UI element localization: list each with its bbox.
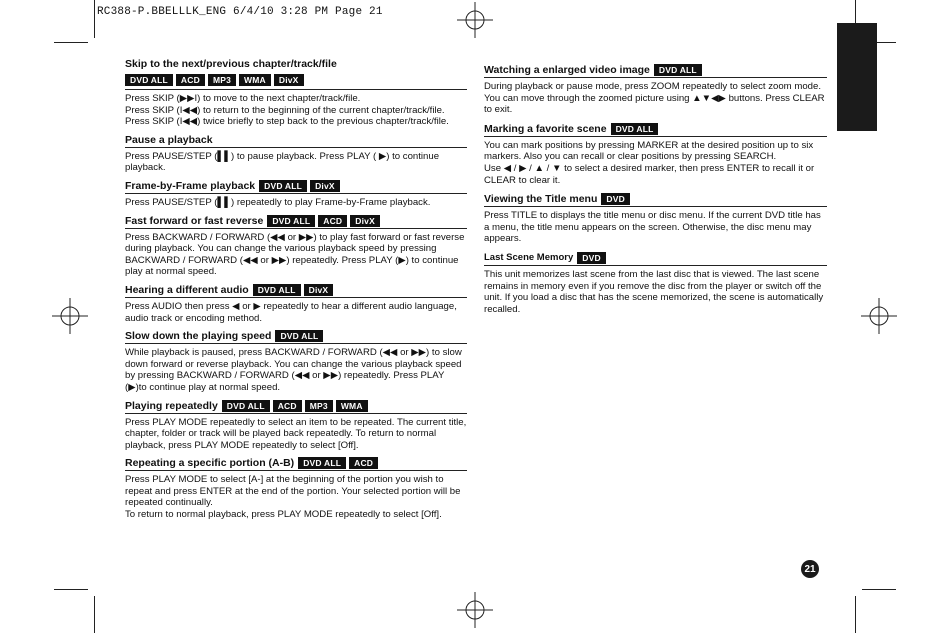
section-header: [484, 64, 827, 78]
section-header: [125, 284, 467, 298]
section-text: Press TITLE to displays the title menu or disc menu. If the current DVD title has a menu, the title menu appears on the screen. Otherwise, the disc menu may appears.: [484, 210, 821, 245]
section-pause: [125, 134, 467, 174]
disc-badges: [611, 123, 659, 135]
section-title: Watching a enlarged video image: [484, 64, 650, 76]
section-title: Skip to the next/previous chapter/track/file: [125, 58, 337, 70]
disc-badge: DVD ALL: [222, 400, 270, 412]
disc-badge: DVD ALL: [259, 180, 307, 192]
section-text: To return to normal playback, press PLAY MODE repeatedly to select [Off].: [125, 509, 442, 521]
section-title: Marking a favorite scene: [484, 122, 607, 135]
disc-badge: DVD ALL: [654, 64, 702, 76]
disc-badges: [275, 330, 323, 342]
disc-badges: [298, 457, 378, 469]
section-title: Fast forward or fast reverse: [125, 214, 264, 227]
section-header: [125, 215, 467, 229]
section-header: [125, 180, 467, 194]
section-title: Frame-by-Frame playback: [125, 179, 256, 192]
disc-badges: [253, 284, 334, 296]
disc-badge: WMA: [239, 74, 271, 86]
section-text: While playback is paused, press BACKWARD / FORWARD (◀◀ or ▶▶) to slow down forward or reverse playback. You can change the various playback speed by pressing BACKWARD / FORWARD (◀◀ or ▶▶) repeatedly. Press PLAY (▶)to continue play at normal speed.: [125, 347, 462, 393]
left-column: [125, 58, 467, 527]
section-text: This unit memorizes last scene from the last disc that is viewed. The last scene remains in memory even if you remove the disc from the player or switch off the unit. If you load a disc that has the scene memorized, the scene is automatically recalled.: [484, 268, 824, 315]
registration-mark-top: [455, 2, 495, 42]
section-title: Last Scene Memory: [484, 252, 574, 264]
section-text: Use ◀ / ▶ / ▲ / ▼ to select a desired marker, then press ENTER to recall it or CLEAR to clear it.: [484, 162, 815, 186]
disc-badge: DivX: [304, 284, 334, 296]
disc-badges: [259, 180, 340, 192]
disc-badge: DVD ALL: [298, 457, 346, 469]
section-fast-forward: [125, 215, 467, 278]
disc-badge: DivX: [350, 215, 380, 227]
section-header: [125, 457, 467, 471]
disc-badge: WMA: [336, 400, 368, 412]
section-title: Hearing a different audio: [125, 283, 249, 296]
section-skip: [125, 58, 467, 128]
section-text: Press PAUSE/STEP (▌▌) repeatedly to play Frame-by-Frame playback.: [125, 196, 431, 208]
disc-badges: [577, 252, 606, 264]
disc-badge: DVD: [577, 252, 606, 264]
disc-badges: [654, 64, 702, 76]
section-header: [125, 134, 467, 148]
disc-badge: DVD ALL: [267, 215, 315, 227]
section-title: Pause a playback: [125, 133, 213, 146]
disc-badge: ACD: [273, 400, 302, 412]
section-text: Press SKIP (I◀◀) twice briefly to step back to the previous chapter/track/file.: [125, 116, 449, 128]
section-header: [484, 123, 827, 137]
section-header: [125, 58, 467, 90]
section-title: Repeating a specific portion (A-B): [125, 457, 295, 470]
section-text: Press PLAY MODE to select [A-] at the beginning of the portion you wish to repeat and press ENTER at the end of the portion. Your selected portion will be repeated continually.: [125, 474, 461, 509]
disc-badge: DVD ALL: [611, 123, 659, 135]
registration-mark-bottom: [455, 592, 495, 632]
section-title: Playing repeatedly: [125, 399, 218, 412]
disc-badge: ACD: [349, 457, 378, 469]
section-text: Press AUDIO then press ◀ or ▶ repeatedly to hear a different audio language, audio track or encoding method.: [125, 300, 457, 324]
disc-badge: ACD: [176, 74, 205, 86]
registration-mark-right: [859, 296, 899, 336]
disc-badge: MP3: [305, 400, 333, 412]
section-repeat: [125, 400, 467, 452]
section-tab: [837, 23, 877, 131]
section-title-menu: [484, 193, 827, 245]
section-header: [484, 193, 827, 207]
disc-badge: DivX: [310, 180, 340, 192]
section-header: [125, 330, 467, 344]
print-header: RC388-P.BBELLLK_ENG 6/4/10 3:28 PM Page 21: [97, 6, 383, 18]
disc-badge: ACD: [318, 215, 347, 227]
section-slow-down: [125, 330, 467, 393]
disc-badge: DVD: [601, 193, 630, 205]
section-repeat-ab: [125, 457, 467, 520]
disc-badge: DivX: [274, 74, 304, 86]
section-frame-by-frame: [125, 180, 467, 209]
section-header: [125, 400, 467, 414]
disc-badge: DVD ALL: [253, 284, 301, 296]
section-last-scene: [484, 252, 827, 315]
section-title: Slow down the playing speed: [125, 330, 272, 343]
section-text: Press BACKWARD / FORWARD (◀◀ or ▶▶) to play fast forward or fast reverse during playback. You can change the various playback speed by pressing BACKWARD / FORWARD (◀◀ or ▶▶) repeatedly. Press PLAY (▶) to continue play at normal speed.: [125, 231, 465, 278]
section-text: Press SKIP (▶▶I) to move to the next chapter/track/file.: [125, 93, 361, 104]
section-text: Press PAUSE/STEP (▌▌) to pause playback. Press PLAY ( ▶) to continue playback.: [125, 150, 440, 174]
disc-badges: [125, 74, 304, 86]
section-text: Press SKIP (I◀◀) to return to the beginning of the current chapter/track/file.: [125, 104, 445, 116]
disc-badges: [222, 400, 368, 412]
disc-badges: [267, 215, 380, 227]
section-zoom: [484, 64, 827, 116]
right-column: [484, 64, 827, 322]
page-number: 21: [801, 560, 819, 578]
disc-badge: DVD ALL: [275, 330, 323, 342]
disc-badge: DVD ALL: [125, 74, 173, 86]
disc-badges: [601, 193, 630, 205]
section-audio: [125, 284, 467, 324]
section-text: During playback or pause mode, press ZOOM repeatedly to select zoom mode. You can move through the zoomed picture using ▲▼◀▶ buttons. Press CLEAR to exit.: [484, 81, 825, 116]
disc-badge: MP3: [208, 74, 236, 86]
section-marker: [484, 123, 827, 186]
section-text: You can mark positions by pressing MARKER at the desired position up to six markers. Also you can recall or clear positions by pressing SEARCH.: [484, 139, 814, 163]
section-header: [484, 252, 827, 266]
section-title: Viewing the Title menu: [484, 193, 598, 206]
section-text: Press PLAY MODE repeatedly to select an item to be repeated. The current title, chapter, folder or track will be played back repeatedly. To return to normal playback, press PLAY MODE repeatedly to select [Off].: [125, 416, 467, 451]
registration-mark-left: [50, 296, 90, 336]
